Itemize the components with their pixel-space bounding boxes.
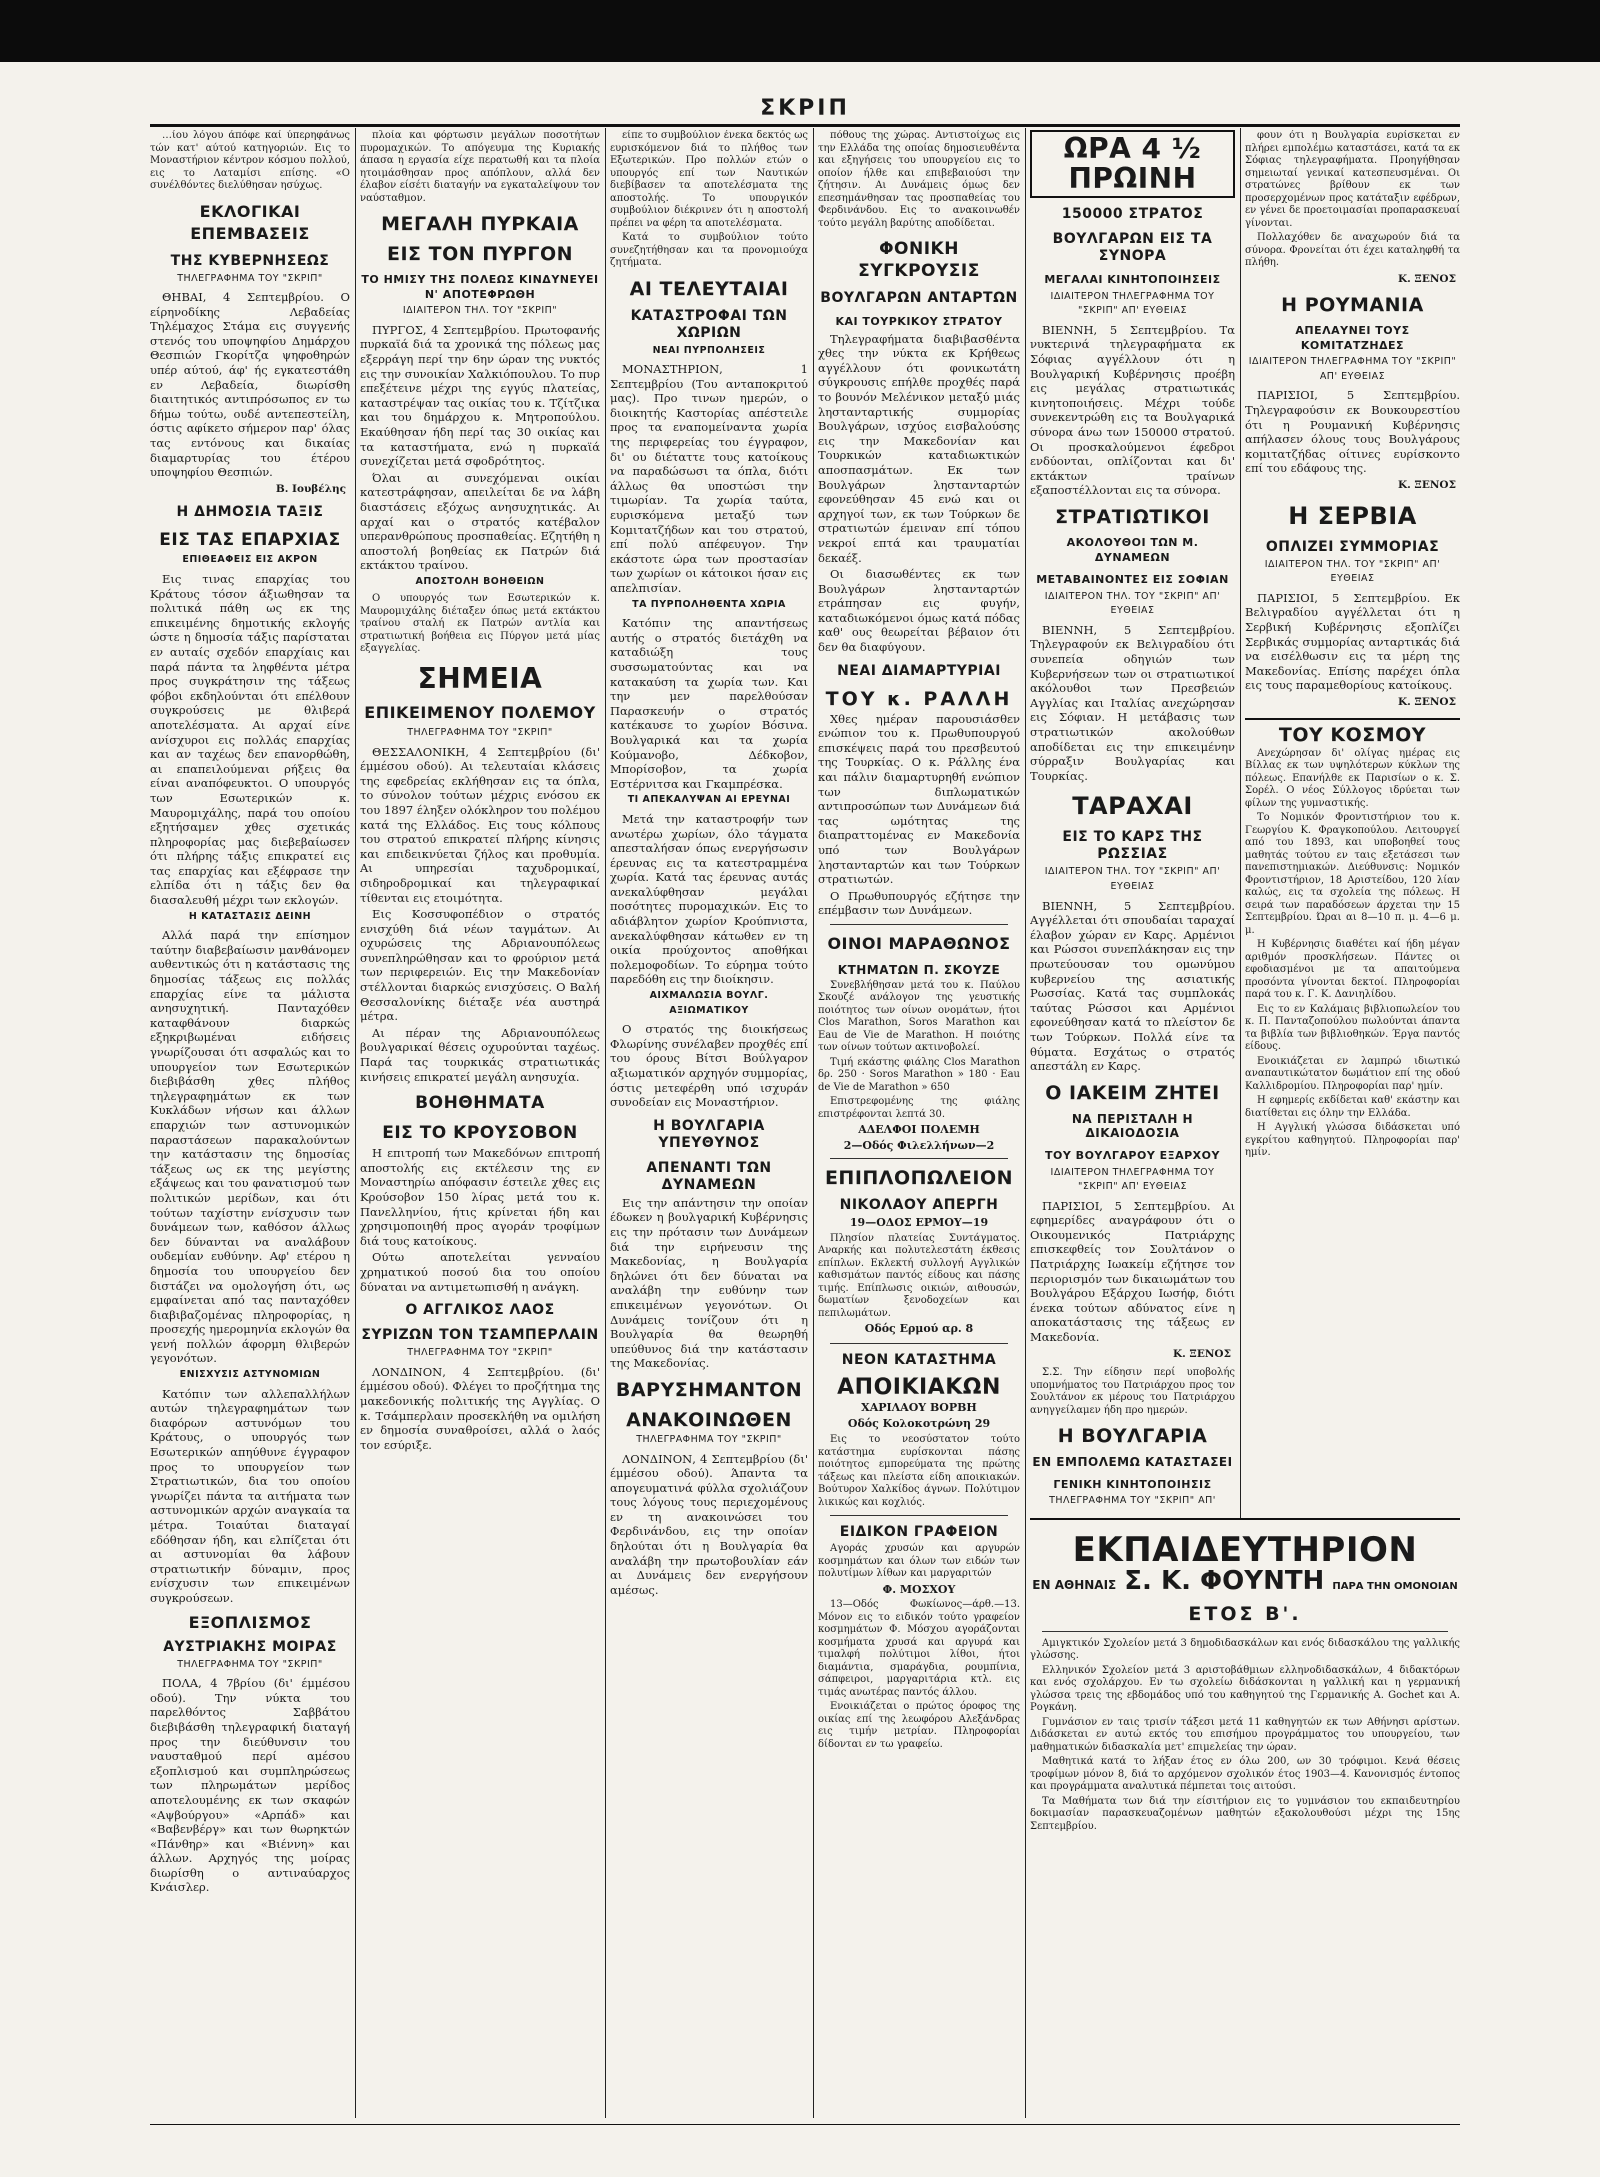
- subheadline: ΝΕΑΙ ΠΥΡΠΟΛΗΣΕΙΣ: [652, 344, 766, 356]
- article-text: ΠΟΛΑ, 4 7βρίου (δι' έμμέσου οδού). Την νύκτα του παρελθόντος Σαββάτου διεβιβάσθη τηλεγραφική διαταγή προς την διεύθυνσιν του ναυσταθμού περί αμέσου εξοπλισμού και συμπληρώσεως των πληρωμάτων μερίδος αποτελουμένης εκ των σκαφών «Αψβούργου» «Αρπάδ» και «Βαβενβέργ» και των θωρηκτών «Πάνθηρ» και «Βιέννη» και άλλων. Αρχηγός της μοίρας διωρίσθη ο αντιναύαρχος Κνάισλερ.: [150, 1676, 350, 1895]
- dateline: ΤΗΛΕΓΡΑΦΗΜΑ ΤΟΥ "ΣΚΡΙΠ": [636, 1433, 782, 1445]
- ad-address: Οδός Ερμού αρ. 8: [864, 1322, 974, 1336]
- headline: Η ΒΟΥΛΓΑΡΙΑ ΥΠΕΥΘΥΝΟΣ: [653, 1117, 765, 1151]
- headline: ΣΗΜΕΙΑ: [417, 661, 543, 695]
- ad-text: Ενοικιάζεται ο πρώτος όροφος της οικίας επί της λεωφόρου Αλεξάνδρας εις τιμήν μετρίαν. Πληροφορίαι δίδονται εν τω γραφείω.: [818, 1701, 1020, 1750]
- article-text: Σ.Σ. Την είδησιν περί υποβολής υπομνήματος του Πατριάρχου προς τον Σουλτάνον εκ μέρους του Πατριάρχου ανηγγείλαμεν ήδη προ ημερών.: [1030, 1367, 1235, 1416]
- article-text: Ο Πρωθυπουργός εζήτησε την επέμβασιν των Δυνάμεων.: [818, 888, 1020, 918]
- headline: ΑΚΟΛΟΥΘΟΙ ΤΩΝ Μ. ΔΥΝΑΜΕΩΝ: [1066, 535, 1199, 564]
- article-text: Η Κυβέρνησις διαθέτει καί ήδη μέγαν αριθμόν προσκλήσεων. Πάντες οι εφοδιασμένοι με τα απαιτούμενα προσόντα γίνονται δεκτοί. Πληροφορίαι παρά του κ. Γ. Κ. Δανιηλίδου.: [1245, 939, 1460, 1001]
- article-text: Αι πέραν της Αδριανουπόλεως βουλγαρικαί θέσεις οχυρούνται ταχέως. Παρά τας τουρκικάς στρατιωτικάς κινήσεις επικρατεί μεγάλη ανησυχία.: [360, 1025, 600, 1084]
- divider: [830, 924, 1008, 925]
- ad-year: ΕΤΟΣ Β'.: [1188, 1602, 1302, 1625]
- article-text: Ενοικιάζεται εν λαμπρώ ιδιωτικώ αναπαυτικώτατον δωμάτιον επί της οδού Καλλιδρομίου. Πληροφορίαι παρ' ημίν.: [1245, 1055, 1460, 1092]
- article-text: ΒΙΕΝΝΗ, 5 Σεπτεμβρίου. Τηλεγραφούν εκ Βελιγραδίου ότι συνεπεία οδηγιών των Κυβερνήσεων των οι στρατιωτικοί ακόλουθοι των Πρεσβειών Αγγλίας και Ιταλίας ανεχώρησαν εις Σόφιαν. Η μετάβασις των στρατιωτικών ακολούθων αποδίδεται εις την επικειμένην σύρραξιν Βουλγαρίας και Τουρκίας.: [1030, 622, 1235, 783]
- article-text: Η Αγγλική γλώσσα διδάσκεται υπό εγκρίτου καθηγητού. Πληροφορίαι παρ' ημίν.: [1245, 1122, 1460, 1159]
- subheadline: Η ΚΑΤΑΣΤΑΣΙΣ ΔΕΙΝΗ: [188, 910, 312, 922]
- ad-headline: ΑΠΟΙΚΙΑΚΩΝ: [837, 1374, 1001, 1400]
- dateline: ΙΔΙΑΙΤΕΡΟΝ ΤΗΛΕΓΡΑΦΗΜΑ ΤΟΥ "ΣΚΡΙΠ" ΑΠ' ΕΥΘΕΙΑΣ: [1248, 356, 1457, 382]
- dateline: ΙΔΙΑΙΤΕΡΟΝ ΤΗΛΕΓΡΑΦΗΜΑ ΤΟΥ "ΣΚΡΙΠ" ΑΠ' ΕΥΘΕΙΑΣ: [1050, 1166, 1215, 1193]
- headline: ΦΟΝΙΚΗ ΣΥΓΚΡΟΥΣΙΣ: [858, 239, 980, 281]
- headline: ΕΚΛΟΓΙΚΑΙ ΕΠΕΜΒΑΣΕΙΣ: [190, 201, 310, 243]
- dateline: ΙΔΙΑΙΤΕΡΟΝ ΤΗΛ. ΤΟΥ "ΣΚΡΙΠ" ΑΠ' ΕΥΘΕΙΑΣ: [1044, 866, 1221, 892]
- article-text: Πολλαχόθεν δε αναχωρούν διά τα σύνορα. Φρονείται ότι έχει καταληφθή τα πλήθη.: [1245, 232, 1460, 268]
- byline: Κ. ΞΕΝΟΣ: [1173, 1347, 1231, 1360]
- column-divider: [605, 128, 606, 2118]
- article-text: Τηλεγραφήματα διαβιβασθέντα χθες την νύκτα εκ Κρήθεως αγγέλλουν ότι φονικωτάτη σύγκρουσις επήλθε προχθές παρά το βουνόν Μελένικον μεταξύ μιάς ληστανταρτικής συμμορίας Βουλγάρων, ισχύος εισβαλούσης εις την Μακεδονίαν και Τουρκικών καταδιωκτικών αποσπασμάτων. Εκ των Βουλγάρων ληστανταρτών εφονεύθησαν 45 ενώ και οι αρχηγοί των, εκ των Τούρκων δε στρατιωτών έμειναν επί τόπου νεκροί επτά και τραυματίαι δεκαέξ.: [818, 331, 1020, 565]
- article-text: φουν ότι η Βουλγαρία ευρίσκεται εν πλήρει εμπολέμω καταστάσει, κατά τα εκ Σόφιας τηλεγραφήματα. Προηγήθησαν σημειωταί γενικαί κατεσπευσμέναι. Οι στρατώνες βρίθουν εκ των προσερχομένων προς κατάταξιν εφέδρων, εν γένει δε προετοιμασίαι προπαρασκευαί γίνονται.: [1245, 130, 1460, 229]
- article-text: Κατόπιν της απαντήσεως αυτής ο στρατός διετάχθη να καταδιώξη τους συσσωματούντας και να κατακαύση τα χωρία των. Και την μεν παρελθούσαν Παρασκευήν ο στρατός κατέκαυσε το χωρίον Βόσινα. Βουλγαρικά και τα χωρία Κούμανοβο, Δέδκοβον, Μπορίσοβον, τα χωρία Εστέρνιτσα και Γκαμπρέσκα.: [610, 616, 808, 791]
- ad-text: Μαθητικά κατά το λήξαν έτος εν όλω 200, ων 30 τρόφιμοι. Κενά θέσεις τροφίμων μόνον 8, διά το αρχόμενον σχολικόν έτος 1903—4. Κανονισμός έντοπος και προγράμματα αναλυτικά πέμπεται τοις αιτούσι.: [1030, 1756, 1460, 1793]
- subheadline: ΑΠΟΣΤΟΛΗ ΒΟΗΘΕΙΩΝ: [415, 575, 545, 587]
- subheadline: ΑΙΧΜΑΛΩΣΙΑ ΒΟΥΛΓ. ΑΞΙΩΜΑΤΙΚΟΥ: [649, 990, 769, 1016]
- article-text: ΠΑΡΙΣΙΟΙ, 5 Σεπτεμβρίου. Τηλεγραφούσιν εκ Βουκουρεστίου ότι η Ρουμανική Κυβέρνησις απήλασεν όλους τους Βουλγάρους κομιτατζήδας οίτινες ευρίσκοντο επί του εδάφους της.: [1245, 388, 1460, 476]
- masthead: [150, 96, 1460, 124]
- ad-address: 2—Οδός Φιλελλήνων—2: [843, 1138, 995, 1152]
- subheadline: ΤΙ ΑΠΕΚΑΛΥΨΑΝ ΑΙ ΕΡΕΥΝΑΙ: [627, 794, 791, 806]
- article-text: Η επιτροπή των Μακεδόνων επιτροπή αποστολής εις εκτέλεσιν της εν Μοναστηρίω απόφασιν έστειλε χθες εις Κρούσοβον 150 λίρας μετά του κ. Πανελληνίου, ήτις κρίνεται ήδη και χρησιμοποιηθή προς αγοράν τροφίμων διά τους κατοίκους.: [360, 1146, 600, 1248]
- ad-headline: ΝΙΚΟΛΑΟΥ ΑΠΕΡΓΗ: [839, 1197, 999, 1214]
- article-text: Ο στρατός της διοικήσεως Φλωρίνης συνέλαβεν προχθές επί του όρους Βίτσι Βούλγαρον αξιωματικόν αρχηγόν συμμορίας, όστις μετεφέρθη υπό ισχυράν συνοδείαν εις Μοναστήριον.: [610, 1022, 808, 1110]
- article-text: ΛΟΝΔΙΝΟΝ, 4 Σεπτεμβρίου. (δι' έμμέσου οδού). Φλέγει το προζήτημα της μακεδονικής πολιτικής της Αγγλίας. Ο κ. Τσάμπερλαιν προσεκλήθη να ομιλήση εν δημοσία συναθροίσει, αλλά ο λαός τον εσύριξε.: [360, 1364, 600, 1452]
- ad-headline: ΚΤΗΜΑΤΩΝ Π. ΣΚΟΥΖΕ: [837, 962, 1001, 977]
- headline: ΑΙ ΤΕΛΕΥΤΑΙΑΙ: [629, 277, 789, 300]
- top-dark-band: [0, 0, 1600, 62]
- article-text: είπε το συμβούλιον ένεκα δεκτός ως ευρισκόμενον διά το πλήθος των Εξωτερικών. Προ πολλών ετών ο υπουργός επί των Ναυτικών διεβίβασεν τα αποτελέσματα της αποστολής. Το υπουργικόν συμβούλιον διέκρινεν ότι η αποστολή πρέπει να φέρη τα αποτελέσματα.: [610, 130, 808, 229]
- ad-text: Συνεβλήθησαν μετά του κ. Παύλου Σκουζέ ανάλογον της γευστικής ποιότητος των οίνων ονομάτων, ήτοι Clos Marathon, Soros Marathon και Eau de Vie de Marathon. Η ποιότης των οίνων τούτων ακτινοβολεί.: [818, 979, 1020, 1054]
- headline: ΑΠΕΛΑΥΝΕΙ ΤΟΥΣ ΚΟΜΙΤΑΤΖΗΔΕΣ: [1295, 324, 1410, 352]
- headline: Η ΔΗΜΟΣΙΑ ΤΑΞΙΣ: [176, 504, 324, 521]
- article-text: ΠΥΡΓΟΣ, 4 Σεπτεμβρίου. Πρωτοφανής πυρκαϊά διά τα χρονικά της πόλεως μας εξερράγη περί την 6ην ώραν της νυκτός εις την συνοικίαν Χαλκιόπουλου. Το πυρ επεξέτεινε μέχρι της εγγύς πλατείας, καταστρέψαν τας οικίας του κ. Τζίτζικα και του δημάρχου κ. Μητροπούλου. Εκαύθησαν ήδη περί τας 30 οικίας και τα καταστήματα, ενώ η πυρκαϊά συνεχίζεται μετά σφοδρότητος.: [360, 322, 600, 469]
- dateline: ΙΔΙΑΙΤΕΡΟΝ ΤΗΛ. ΤΟΥ "ΣΚΡΙΠ" ΑΠ' ΕΥΘΕΙΑΣ: [1044, 590, 1221, 617]
- divider: [830, 1515, 1008, 1516]
- headline: ΤΟΥ κ. ΡΑΛΛΗ: [825, 687, 1013, 710]
- article-text: Εις Κοσσυφοπέδιον ο στρατός ενισχύθη διά νέων ταγμάτων. Αι οχυρώσεις της Αδριανουπόλεως συνεπληρώθησαν και το φρούριον μετά των περιφερειών. Εις την Μακεδονίαν στέλλονται διαρκώς ενισχύσεις. Ο Βαλή Θεσσαλονίκης διέταξε νέα αυστηρά μέτρα.: [360, 907, 600, 1024]
- headline: ΑΠΕΝΑΝΤΙ ΤΩΝ ΔΥΝΑΜΕΩΝ: [646, 1159, 772, 1193]
- ad-headline: ΝΕΟΝ ΚΑΤΑΣΤΗΜΑ: [841, 1351, 997, 1368]
- headline: ΩΡΑ 4 ½ ΠΡΩΙΝΗ: [1030, 130, 1235, 198]
- ad-signature: ΑΔΕΛΦΟΙ ΠΟΛΕΜΗ: [858, 1123, 980, 1137]
- headline: ΕΝ ΕΜΠΟΛΕΜΩ ΚΑΤΑΣΤΑΣΕΙ: [1032, 1455, 1233, 1470]
- headline: Ο ΙΑΚΕΙΜ ΖΗΤΕΙ: [1045, 1081, 1220, 1104]
- headline: Η ΡΟΥΜΑΝΙΑ: [1281, 294, 1424, 317]
- column-divider: [1025, 128, 1026, 2118]
- headline: ΕΞΟΠΛΙΣΜΟΣ: [188, 1612, 312, 1632]
- headline: ΤΟΥ ΚΟΣΜΟΥ: [1245, 718, 1460, 746]
- subheadline: ΤΟΥ ΒΟΥΛΓΑΡΟΥ ΕΞΑΡΧΟΥ: [1045, 1148, 1220, 1162]
- article-text: Αλλά παρά την επίσημον ταύτην διαβεβαίωσιν μανθάνομεν αυθεντικώς ότι η κατάστασις της δημοσίας τάξεως εις πολλάς επαρχίας είνε τα μάλιστα ανησυχητική. Πανταχόθεν καταφθάνουν διαρκώς εξηκριβωμέναι ειδήσεις γνωρίζουσαι ότι ασφαλώς και το υπουργείον των Εσωτερικών διεβιβάσθη χθες πλήθος τηλεγραφημάτων εκ των Κυκλάδων νήσων και άλλων επαρχιών των αστυνομικών παραστάσεων παρακαλούντων την κατάστασιν της δημοσίας τάξεως ως εκ της μεγίστης εξάψεως και του φανατισμού των πολιτικών μερίδων, και ότι τούτων ταχίστην ενίσχυσιν των δυνάμεων των, καθόσον άλλως δεν δύνανται να αναλάβουν ουδεμίαν ευθύνην. Αφ' ετέρου η δημοσία του υπουργείου δεν διστάζει να ομολογήση ότι, ως εμφαίνεται από τας πανταχόθεν διαβιβαζομένας πληροφορίας, η προσεχής ημερομηνία εκλογών θα γενή πολλών άφορμη θλιβερών γεγονότων.: [150, 928, 350, 1366]
- article-text: Μετά την καταστροφήν των ανωτέρω χωρίων, όλο τάγματα απεσταλήσαν όπως ενεργήσωσιν έρευνας εις τα κατεστραμμένα χωρία. Κατά τας έρευνας αυτάς ανεκαλύφθησαν μεγάλαι ποσότητες πυρομαχικών. Εις το αδιάβλητον χωρίον Κρούπνιστα, ανεκαλύφθησαν κάτωθεν εν τη οικία προύχοντος αποθήκαι πολεμοφοδίων. Το εύρημα τούτο παρεδόθη εις την διοίκησιν.: [610, 811, 808, 987]
- ad-location: ΠΑΡΑ ΤΗΝ ΟΜΟΝΟΙΑΝ: [1332, 1581, 1458, 1592]
- article-text: Η εφημερίς εκδίδεται καθ' εκάστην και διατίθεται εις όλην την Ελλάδα.: [1245, 1095, 1460, 1119]
- headline: ΟΠΛΙΖΕΙ ΣΥΜΜΟΡΙΑΣ: [1265, 538, 1440, 555]
- ad-headline: ΕΠΙΠΛΟΠΩΛΕΙΟΝ: [824, 1167, 1014, 1190]
- headline: ΕΙΣ ΤΑΣ ΕΠΑΡΧΙΑΣ: [159, 530, 341, 551]
- ad-address: Οδός Κολοκοτρώνη 29: [847, 1417, 991, 1431]
- ad-headline: ΕΚΠΑΙΔΕΥΤΗΡΙΟΝ: [1072, 1530, 1418, 1570]
- dateline: ΙΔΙΑΙΤΕΡΟΝ ΤΗΛΕΓΡΑΦΗΜΑ ΤΟΥ "ΣΚΡΙΠ" ΑΠ' ΕΥΘΕΙΑΣ: [1050, 290, 1215, 317]
- headline: ΝΕΑΙ ΔΙΑΜΑΡΤΥΡΙΑΙ: [837, 662, 1001, 679]
- article-text: ΠΑΡΙΣΙΟΙ, 5 Σεπτεμβρίου. Εκ Βελιγραδίου αγγέλλεται ότι η Σερβική Κυβέρνησις εξοπλίζει Σερβικάς συμμορίας ανταρτικάς διά να εισέλθωσιν εις τα μέρη της Μακεδονίας. Επίσης παρέχει όπλα εις τους παραμεθορίους κατοίκους.: [1245, 590, 1460, 693]
- article-text: Ούτω αποτελείται γενναίου χρηματικού ποσού δια του οποίου δύναται να αντιμετωπισθή η ανάγκη.: [360, 1250, 600, 1294]
- article-text: ΛΟΝΔΙΝΟΝ, 4 Σεπτεμβρίου (δι' έμμέσου οδού). Άπαντα τα απογευματινά φύλλα σχολιάζουν τους λόγους τους περιεχομένους εν τη ανακοινώσει του Φερδινάνδου, εις την οποίαν δηλούται ότι η Βουλγαρία θα αναλάβη την πρωτοβουλίαν εάν αι Δυνάμεις δεν ενεργήσουν αμέσως.: [610, 1451, 808, 1597]
- dateline: ΙΔΙΑΙΤΕΡΟΝ ΤΗΛ. ΤΟΥ "ΣΚΡΙΠ" ΑΠ' ΕΥΘΕΙΑΣ: [1264, 558, 1441, 585]
- masthead-rule: [150, 124, 1460, 127]
- article-text: ΜΟΝΑΣΤΗΡΙΟΝ, 1 Σεπτεμβρίου (Του ανταποκριτού μας). Προ τινων ημερών, ο διοικητής Καστορίας απέστειλε προς τα εναπομείναντα χωρία της περιφερείας του έγγραφον, δι' ου διέταττε τους κατοίκους να παραδώσωσι τα όπλα, διότι άλλως θα υποστώσι την τιμωρίαν. Τα χωρία ταύτα, ευρισκόμενα μεταξύ των Κομιτατζήδων και του στρατού, επί πολύ απέφευγον. Την εκάστοτε ώρα των προστασίαν των χωρίων οι κάτοικοι ήσαν εις απελπισίαν.: [610, 362, 808, 595]
- headline: Η ΣΕΡΒΙΑ: [1288, 501, 1417, 530]
- ad-headline: ΕΙΔΙΚΟΝ ΓΡΑΦΕΙΟΝ: [839, 1524, 999, 1541]
- subheadline: ΓΕΝΙΚΗ ΚΙΝΗΤΟΠΟΙΗΣΙΣ: [1053, 1477, 1212, 1491]
- headline: ΜΕΓΑΛΗ ΠΥΡΚΑΙΑ: [381, 213, 579, 235]
- column-2: [360, 130, 600, 2120]
- headline: ΣΥΡΙΖΩΝ ΤΟΝ ΤΣΑΜΠΕΡΛΑΙΝ: [361, 1327, 599, 1344]
- headline: ΕΠΙΚΕΙΜΕΝΟΥ ΠΟΛΕΜΟΥ: [364, 702, 596, 722]
- headline: 150000 ΣΤΡΑΤΟΣ: [1061, 206, 1204, 222]
- subheadline: ΜΕΓΑΛΑΙ ΚΙΝΗΤΟΠΟΙΗΣΕΙΣ: [1044, 273, 1221, 286]
- article-text: Ανεχώρησαν δι' ολίγας ημέρας εις Βίλλας εκ των υψηλότερων κύκλων της πόλεως. Επανήλθε εκ Παρισίων ο κ. Σ. Σορέλ. Ο νέος Σύλλογος ιδρύεται των φίλων της γυμναστικής.: [1245, 747, 1460, 809]
- article-text: Ο υπουργός των Εσωτερικών κ. Μαυρομιχάλης διέταξεν όπως μετά εκτάκτου τραίνου σταλή εκ Πατρών αντλία και στρατιωτική βοήθεια εις Πύργον μετά μίας εξαγγελίας.: [360, 593, 600, 655]
- school-advertisement: [1030, 1518, 1460, 2120]
- dateline: ΤΗΛΕΓΡΑΦΗΜΑ ΤΟΥ "ΣΚΡΙΠ" ΑΠ': [1049, 1495, 1216, 1507]
- byline: Κ. ΞΕΝΟΣ: [1398, 695, 1456, 708]
- subheadline: ΚΑΙ ΤΟΥΡΚΙΚΟΥ ΣΤΡΑΤΟΥ: [835, 315, 1003, 328]
- article-text: Εις το εν Καλάμαις βιβλιοπωλείον του κ. Π. Πανταζοπούλου πωλούνται άπαντα τα βιβλία των βιβλιοθηκών. Έργα παντός είδους.: [1245, 1003, 1460, 1053]
- subheadline: ΤΑ ΠΥΡΠΟΛΗΘΕΝΤΑ ΧΩΡΙΑ: [632, 598, 786, 610]
- headline: ΣΤΡΑΤΙΩΤΙΚΟΙ: [1055, 505, 1210, 528]
- headline: ΤΗΣ ΚΥΒΕΡΝΗΣΕΩΣ: [170, 252, 330, 269]
- article-text: ΒΙΕΝΝΗ, 5 Σεπτεμβρίου. Αγγέλλεται ότι σπουδαίαι ταραχαί έλαβον χώραν εν Καρς. Αρμένιοι και Ρώσσοι συνεπλάκησαν εις την πρωτεύουσαν του ομωνύμου κυβερνείου της ασιατικής Ρωσσίας. Κατά τας συμπλοκάς ταύτας Ρώσσοι και Αρμένιοι εφονεύθησαν κατά το πλείστον δε των Τούρκων. Πολλά είνε τα θύματα. Εσχάτως ο στρατός απεστάλη εν Καρς.: [1030, 898, 1235, 1074]
- article-text: …ίου λόγου άπόφε καί ύπερηφάνως τών κατ' αύτού κατηγοριών. Εις το Μοναστήριον κέντρον κόσμου πολλού, εις το Λαταμίσι επίσης. «Ο συνέλθόντες διελύθησαν ησύχως.: [150, 130, 350, 191]
- article-text: πλοία και φόρτωσιν μεγάλων ποσοτήτων πυρομαχικών. Το απόγευμα της Κυριακής άπασα η εργασία είχε περατωθή και τα πλοία ητοιμάσθησαν προς απόπλουν, αλλά δεν έλαβον είσέτι διαταγήν να εγκαταλείψουν τον ναύσταθμον.: [360, 130, 600, 204]
- byline: Κ. ΞΕΝΟΣ: [1398, 479, 1456, 492]
- headline: ΕΙΣ ΤΟΝ ΠΥΡΓΟΝ: [386, 243, 573, 265]
- column-4: [818, 130, 1020, 2120]
- masthead-title: ΣΚΡΙΠ: [760, 96, 850, 121]
- article-text: ΘΕΣΣΑΛΟΝΙΚΗ, 4 Σεπτεμβρίου (δι' έμμέσου οδού). Αι τελευταίαι κλάσεις της εφεδρείας εκλήθησαν εις τα όπλα, το σύνολον τούτων μέχρις ενόσου εκ του 1897 έληξεν ολόκληρον του πολέμου κατά της Ελλάδος. Εις τους κόλπους του στρατού επικρατεί πλήρης κίνησις και επιδεικνύεται ζήλος και προθυμία. Αι υπηρεσίαι ταχυδρομικαί, σιδηροδρομικαί και τηλεγραφικαί τίθενται εις ετοιμότητα.: [360, 744, 600, 905]
- ad-text: Ελληνικόν Σχολείον μετά 3 αριστοβάθμιων ελληνοδιδασκάλων, 4 διδακτόρων και ενός σχολάρχου. Εν τω σχολείω διδάσκονται η γαλλική και η γερμανική γλώσσα τρεις της εβδομάδος υπό του καθηγητού της Γερμανικής Α. Gochet και Α. Ρογκάνη.: [1030, 1664, 1460, 1714]
- column-5: [1030, 130, 1235, 1510]
- article-text: Χθες ημέραν παρουσιάσθεν ενώπιον του κ. Πρωθυπουργού επισκέψεις παρά του πρεσβευτού της Τουρκίας. Ο κ. Ράλλης ένα και πάλιν διαμαρτυρηθή ενώπιον των διπλωματικών αντιπροσώπων των Δυνάμεων διά τας ωμότητας της διαπραττομένας εν Μακεδονία υπό των Βουλγάρων ληστανταρτών και των Τούρκων στρατιωτών.: [818, 711, 1020, 887]
- column-divider: [813, 128, 814, 2118]
- subheadline: ΕΠΙΘΕΑΦΕΙΣ ΕΙΣ ΑΚΡΟΝ: [182, 554, 318, 566]
- byline: Β. Ιουβέλης: [275, 482, 346, 495]
- article-text: Εις την απάντησιν την οποίαν έδωκεν η βουλγαρική Κυβέρνησις εις την πρότασιν των Δυνάμεων διά την ειρήνευσιν της Μακεδονίας, η Βουλγαρία δηλώνει ότι δεν δύναται να αναλάβη την ευθύνην των επικειμένων γεγονότων. Οι Δυνάμεις τονίζουν ότι η Βουλγαρία θα θεωρηθή υπεύθυνος διά την κατάστασιν της Μακεδονίας.: [610, 1195, 808, 1371]
- headline: ΑΥΣΤΡΙΑΚΗΣ ΜΟΙΡΑΣ: [163, 1638, 337, 1655]
- column-divider: [355, 128, 356, 2118]
- ad-address: 19—ΟΔΟΣ ΕΡΜΟΥ—19: [849, 1216, 989, 1230]
- divider: [1042, 1631, 1448, 1632]
- ad-text: Αγοράς χρυσών και αργυρών κοσμημάτων και όλων των ειδών των πολυτίμων λίθων και μαργαριτών: [818, 1543, 1020, 1580]
- column-1: [150, 130, 350, 2120]
- byline: Κ. ΞΕΝΟΣ: [1398, 272, 1456, 285]
- headline: ΕΙΣ ΤΟ ΚΡΟΥΣΟΒΟΝ: [382, 1123, 578, 1144]
- headline: ΒΑΡΥΣΗΜΑΝΤΟΝ: [615, 1378, 803, 1401]
- divider: [830, 1158, 1008, 1159]
- ad-school-name: Σ. Κ. ΦΟΥΝΤΗ: [1124, 1566, 1325, 1596]
- article-text: ΒΙΕΝΝΗ, 5 Σεπτεμβρίου. Τα νυκτερινά τηλεγραφήματα εκ Σόφιας αγγέλλουν ότι η Βουλγαρική Κυβέρνησις προέβη εις μεγάλας στρατιωτικάς κινητοποιήσεις. Μέχρι τούδε συνεκεντρώθη εις τα Βουλγαρικά σύνορα άνω των 150000 στρατού. Οι προσκαλούμενοι έφεδροι ενδύονται, οπλίζονται και δι' εκτάκτων τραίνων εξαποστέλλονται εις τα σύνορα.: [1030, 322, 1235, 498]
- ad-price-list: Τιμή εκάστης φιάλης Clos Marathon δρ. 250 · Soros Marathon » 180 · Eau de Vie de Marathon » 650: [818, 1056, 1020, 1093]
- subheadline: ΤΟ ΗΜΙΣΥ ΤΗΣ ΠΟΛΕΩΣ ΚΙΝΔΥΝΕΥΕΙ Ν' ΑΠΟΤΕΦΡΩΘΗ: [361, 273, 599, 301]
- ad-text: Γυμνάσιον εν ταις τρισίν τάξεσι μετά 11 καθηγητών εκ των Αθήνησι αρίστων. Διδάσκεται εν αυτώ εκτός του επισήμου προγράμματος του υπουργείου, των μαθηματικών διδασκαλία μετ' επιμελείας την ώραν.: [1030, 1716, 1460, 1753]
- column-3: [610, 130, 808, 2120]
- headline: ΤΑΡΑΧΑΙ: [1072, 792, 1193, 821]
- headline: ΒΟΗΘΗΜΑΤΑ: [415, 1093, 545, 1114]
- ad-text: Πλησίον πλατείας Συντάγματος. Αναρκής και πολυτελεστάτη έκθεσις επίπλων. Εκλεκτή συλλογή Αγγλικών καθισμάτων παντός είδους και πάσης τιμής. Επίπλωσις οικιών, αιθουσών, δωματίων ξενοδοχείων και πεπιλωμάτων.: [818, 1232, 1020, 1319]
- headline: ΝΑ ΠΕΡΙΣΤΑΛΗ Η ΔΙΚΑΙΟΔΟΣΙΑ: [1071, 1111, 1194, 1141]
- bottom-rule: [150, 2124, 1460, 2125]
- article-text: ΠΑΡΙΣΙΟΙ, 5 Σεπτεμβρίου. Αι εφημερίδες αναγράφουν ότι ο Οικουμενικός Πατριάρχης επισκεφθείς τον Σουλτάνον ο Πατριάρχης Ιωακείμ εζήτησε τον περιορισμόν των δικαιωμάτων του Βουλγάρου Εξάρχου Ιωσήφ, διότι ένεκα τούτων αδύνατος είνε η αποκατάστασις της τάξεως εν Μακεδονία.: [1030, 1198, 1235, 1345]
- ad-text: Εις το νεοσύστατον τούτο κατάστημα ευρίσκονται πάσης ποιότητος εμπορεύματα της πρώτης τάξεως και πλείστα είδη αποικιακών. Βούτυρον Χαλκίδος άγνων. Πολύτιμον λικικώς και κοχλιός.: [818, 1434, 1020, 1508]
- ad-text: 13—Οδός Φωκίωνος—άρθ.—13. Μόνον εις το ειδικόν τούτο γραφείον κοσμημάτων Φ. Μόσχου αγοράζονται κοσμήματα χρυσά και αργυρά και τιμαλφή πολύτιμοι λίθοι, ήτοι διαμάντια, σμαράγδια, ρουμπίνια, σάπφειροι, μαργαριτάρια κτλ. εις τιμάς ανωτέρας παντός άλλου.: [818, 1599, 1020, 1698]
- article-text: Κατά το συμβούλιον τούτο συνεζητήθησαν και τα προνομιούχα ζητήματα.: [610, 232, 808, 268]
- subheadline: ΕΝΙΣΧΥΣΙΣ ΑΣΤΥΝΟΜΙΩΝ: [179, 1369, 321, 1381]
- dateline: ΤΗΛΕΓΡΑΦΗΜΑ ΤΟΥ "ΣΚΡΙΠ": [177, 272, 323, 284]
- divider: [830, 1343, 1008, 1344]
- headline: ΚΑΤΑΣΤΡΟΦΑΙ ΤΩΝ ΧΩΡΙΩΝ: [630, 307, 788, 341]
- column-6: [1245, 130, 1460, 1510]
- article-text: Οι διασωθέντες εκ των Βουλγάρων ληστανταρτών ετράπησαν εις φυγήν, καταδιωκόμενοι όμως κατά πόδας καθ' ους θεωρείται βέβαιον ότι δεν θα διαφύγουν.: [818, 567, 1020, 655]
- article-text: πόθους της χώρας. Αντιστοίχως εις την Ελλάδα της οποίας δημοσιευθέντα και εξηγήσεις του υπουργείου εις το οποίον ήλθε και επιβεβαιούσι την ζήτησιν. Αι Δυνάμεις όμως δεν επεσημάνθησαν τας προσπαθείας του Φερδινάνδου. Εις το ανακοινωθέν τούτο μεγάλη βαρύτης αποδίδεται.: [818, 130, 1020, 229]
- dateline: ΤΗΛΕΓΡΑΦΗΜΑ ΤΟΥ "ΣΚΡΙΠ": [177, 1658, 323, 1670]
- ad-text: Αμιγκτικόν Σχολείον μετά 3 δημοδιδασκάλων και ενός διδασκάλου της γαλλικής γλώσσης.: [1030, 1637, 1460, 1662]
- ad-owner: Φ. ΜΟΣΧΟΥ: [882, 1582, 956, 1596]
- headline: ΑΝΑΚΟΙΝΩΘΕΝ: [626, 1408, 792, 1431]
- subheadline: ΜΕΤΑΒΑΙΝΟΝΤΕΣ ΕΙΣ ΣΟΦΙΑΝ: [1036, 573, 1229, 587]
- ad-headline: ΟΙΝΟΙ ΜΑΡΑΘΩΝΟΣ: [827, 933, 1011, 953]
- headline: ΕΙΣ ΤΟ ΚΑΡΣ ΤΗΣ ΡΩΣΣΙΑΣ: [1062, 829, 1203, 863]
- ad-location: ΕΝ ΑΘΗΝΑΙΣ: [1032, 1578, 1117, 1592]
- headline: ΒΟΥΛΓΑΡΩΝ ΕΙΣ ΤΑ ΣΥΝΟΡΑ: [1052, 231, 1213, 264]
- headline: Ο ΑΓΓΛΙΚΟΣ ΛΑΟΣ: [405, 1302, 555, 1319]
- ad-text: Τα Μαθήματα των διά την είσιτήριον εις το γυμνάσιον του εκπαιδευτηρίου δοκιμασίαν παρασκευαζομένων μαθητών εξακολουθούσι μέχρι της 15ης Σεπτεμβρίου.: [1030, 1795, 1460, 1832]
- headline: ΒΟΥΛΓΑΡΩΝ ΑΝΤΑΡΤΩΝ: [820, 290, 1018, 306]
- article-text: Εις τινας επαρχίας του Κράτους τόσον άξιωθησαν τα πολιτικά πάθη ως εκ της επικειμένης δημοτικής εκλογής ώστε η δημοσία τάξις παρίσταται εν αυταίς σχεδόν επαρχίαις και παρά πάντα τα ληφθέντα μέτρα προς συγκράτησιν της τάξεως φόβοι εκδηλούνται ότι επέλθουν συγκρούσεις με θλιβερά αποτελέσματα. Αι αρχαί είνε ανίσχυροι εις πολλάς επαρχίας και αν ταχέως δεν επανορθώθη, αι επαπειλούμεναι ρήξεις θα είναι αναπόφευκτοι. Ο υπουργός των Εσωτερικών κ. Μαυρομιχάλης, παρά του οποίου εξητήσαμεν χθες σχετικάς πληροφορίας μας διεβεβαίωσεν ότι πλήρης τάξις επικρατεί εις τας επαρχίας και εξέφρασε την ελπίδα ότι η τάξις δεν θα διασαλευθή μέχρι των εκλογών.: [150, 572, 350, 908]
- article-text: Το Νομικόν Φροντιστήριον του κ. Γεωργίου Κ. Φραγκοπούλου. Λειτουργεί από του 1893, και υποβοηθεί τους μαθητάς τούτου εν ταις εξετάσεσι των πανεπιστημιακών. Διεύθυνσις: Νομικόν Φροντιστήριον, 18 Αριστείδου, 120 λίαν καλώς, εις τα σχολεία της πόλεως. Η σειρά των παραδόσεων άρχεται την 15 Σεπτεμβρίου. Ώραι αι 8—10 π. μ. 4—6 μ. μ.: [1245, 812, 1460, 936]
- article-text: Όλαι αι συνεχόμεναι οικίαι κατεστράφησαν, απειλείται δε να λάβη διαστάσεις εξόχως ανησυχητικάς. Αι αρχαί και ο στρατός κατέβαλον υπερανθρώπους προσπαθείας. Εζητήθη η αποστολή βοηθείας εκ Πατρών διά εκτάκτου τραίνου.: [360, 470, 600, 573]
- dateline: ΤΗΛΕΓΡΑΦΗΜΑ ΤΟΥ "ΣΚΡΙΠ": [407, 1347, 553, 1359]
- article-text: ΘΗΒΑΙ, 4 Σεπτεμβρίου. Ο είρηνοδίκης Λεβαδείας Τηλέμαχος Στάμα εις συγγενής στενός του υποψηφίου Δημάρχου Θεσπιών Γκορίτζα ψηφοθηρών υπέρ αύτού, άφ' ής εγκατεστάθη εν Λεβαδεία, διωρίσθη διαιτητικός αντιπρόσωπος εν τω δήμω τούτω, ουδέ αντεπεστείλη, όστις αφίκετο σήμερον παρ' όλας τας εντόνους και δικαίας διαμαρτυρίας του έτέρου υποψηφίου Θεσπιών.: [150, 290, 350, 480]
- dateline: ΙΔΙΑΙΤΕΡΟΝ ΤΗΛ. ΤΟΥ "ΣΚΡΙΠ": [402, 305, 558, 317]
- headline: Η ΒΟΥΛΓΑΡΙΑ: [1057, 1425, 1208, 1448]
- article-text: Κατόπιν των αλλεπαλλήλων αυτών τηλεγραφημάτων των διαφόρων αστυνόμων του Κράτους, ο υπουργός των Εσωτερικών απηύθυνε έγγραφον προς το υπουργείον των Στρατιωτικών, δια του οποίου γνωρίζει πάντα τα αιτήματα των αστυνομικών αρχών αναγκαία τα μέτρα. Τοιαύται διαταγαί εδόθησαν ήδη, και ελπίζεται ότι αι αστυνομίαι θα λάβουν στρατιωτικήν δύναμιν, προς ενίσχυσιν των επικειμένων συγκρούσεων.: [150, 1386, 350, 1605]
- ad-text: Επιστρεφομένης της φιάλης επιστρέφονται λεπτά 30.: [818, 1096, 1020, 1120]
- ad-owner: ΧΑΡΙΛΑΟΥ ΒΟΡΒΗ: [861, 1400, 977, 1414]
- dateline: ΤΗΛΕΓΡΑΦΗΜΑ ΤΟΥ "ΣΚΡΙΠ": [407, 726, 553, 738]
